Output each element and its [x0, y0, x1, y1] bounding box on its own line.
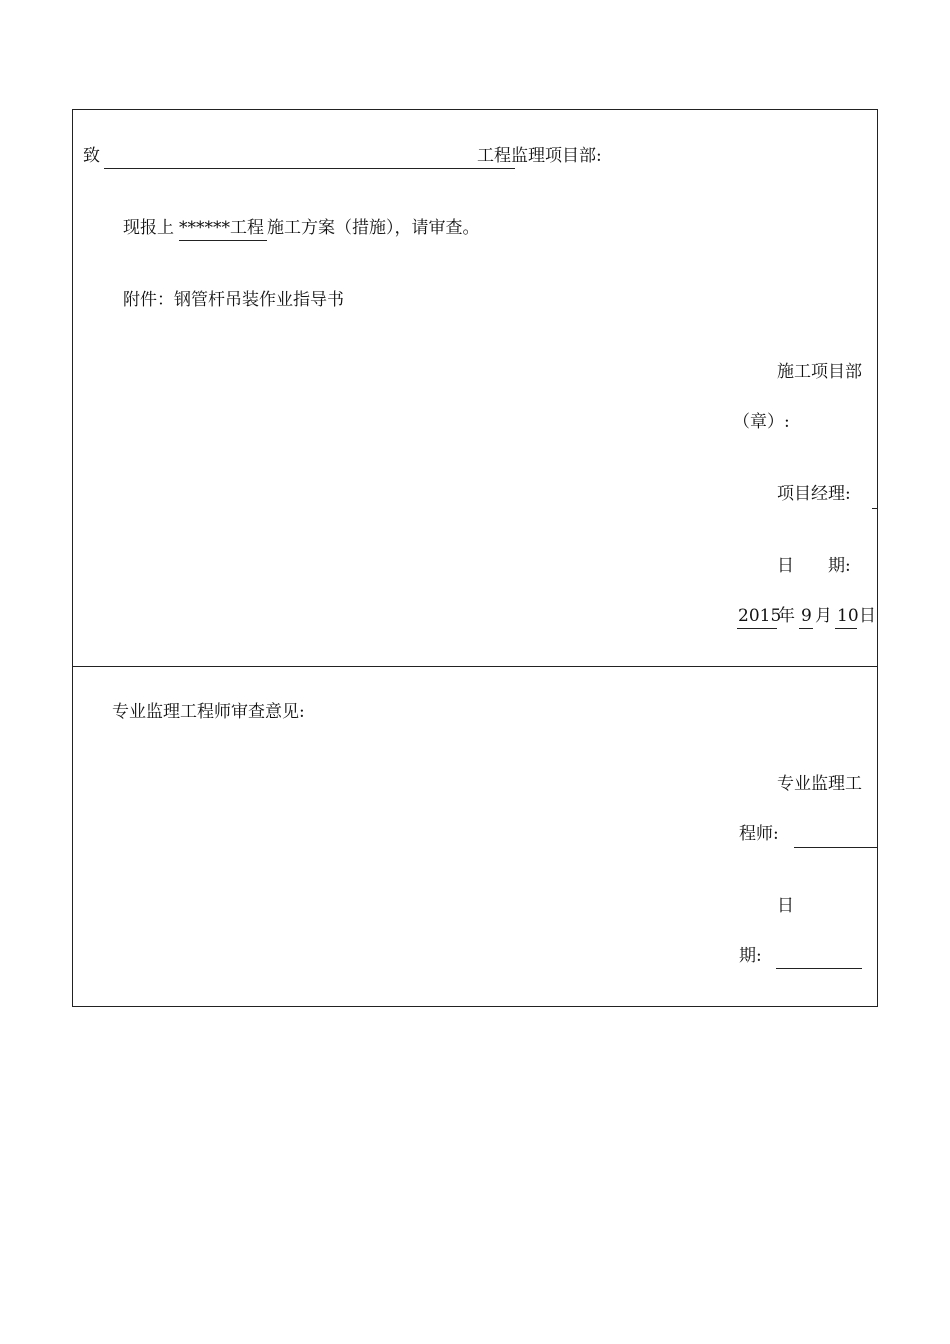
- date-month-underline: [799, 628, 813, 629]
- report-project: ******工程: [179, 218, 264, 238]
- project-manager-label: 项目经理:: [777, 484, 851, 504]
- form-table: [72, 109, 878, 1007]
- seal-label: （章）:: [733, 412, 790, 432]
- date-day-unit: 日: [859, 606, 876, 626]
- review-date-underline[interactable]: [776, 968, 862, 969]
- date-day: 10: [837, 606, 859, 626]
- review-date-label-line1: 日: [777, 896, 794, 916]
- addressee-underline[interactable]: [104, 168, 515, 169]
- date-year: 2015: [738, 606, 782, 626]
- construction-dept-label: 施工项目部: [777, 362, 862, 382]
- review-opinion-label: 专业监理工程师审查意见:: [112, 702, 305, 722]
- to-suffix: 工程监理项目部:: [477, 146, 602, 166]
- report-prefix: 现报上: [123, 218, 174, 238]
- engineer-label-line2: 程师:: [739, 824, 779, 844]
- report-suffix: 施工方案（措施），请审查。: [267, 218, 480, 238]
- date-month: 9: [801, 606, 812, 626]
- date-month-unit: 月: [815, 606, 832, 626]
- section-divider: [73, 666, 877, 667]
- date-label: 日 期:: [777, 556, 851, 576]
- review-date-label-line2: 期:: [739, 946, 762, 966]
- engineer-label-line1: 专业监理工: [777, 774, 862, 794]
- project-manager-underline[interactable]: [872, 508, 878, 509]
- report-project-underline: [179, 240, 267, 241]
- date-year-unit: 年: [778, 606, 795, 626]
- to-prefix: 致: [83, 146, 100, 166]
- date-year-underline: [737, 628, 777, 629]
- date-day-underline: [835, 628, 857, 629]
- engineer-signature-underline[interactable]: [794, 847, 878, 848]
- attachment-text: 附件：钢管杆吊装作业指导书: [123, 290, 344, 310]
